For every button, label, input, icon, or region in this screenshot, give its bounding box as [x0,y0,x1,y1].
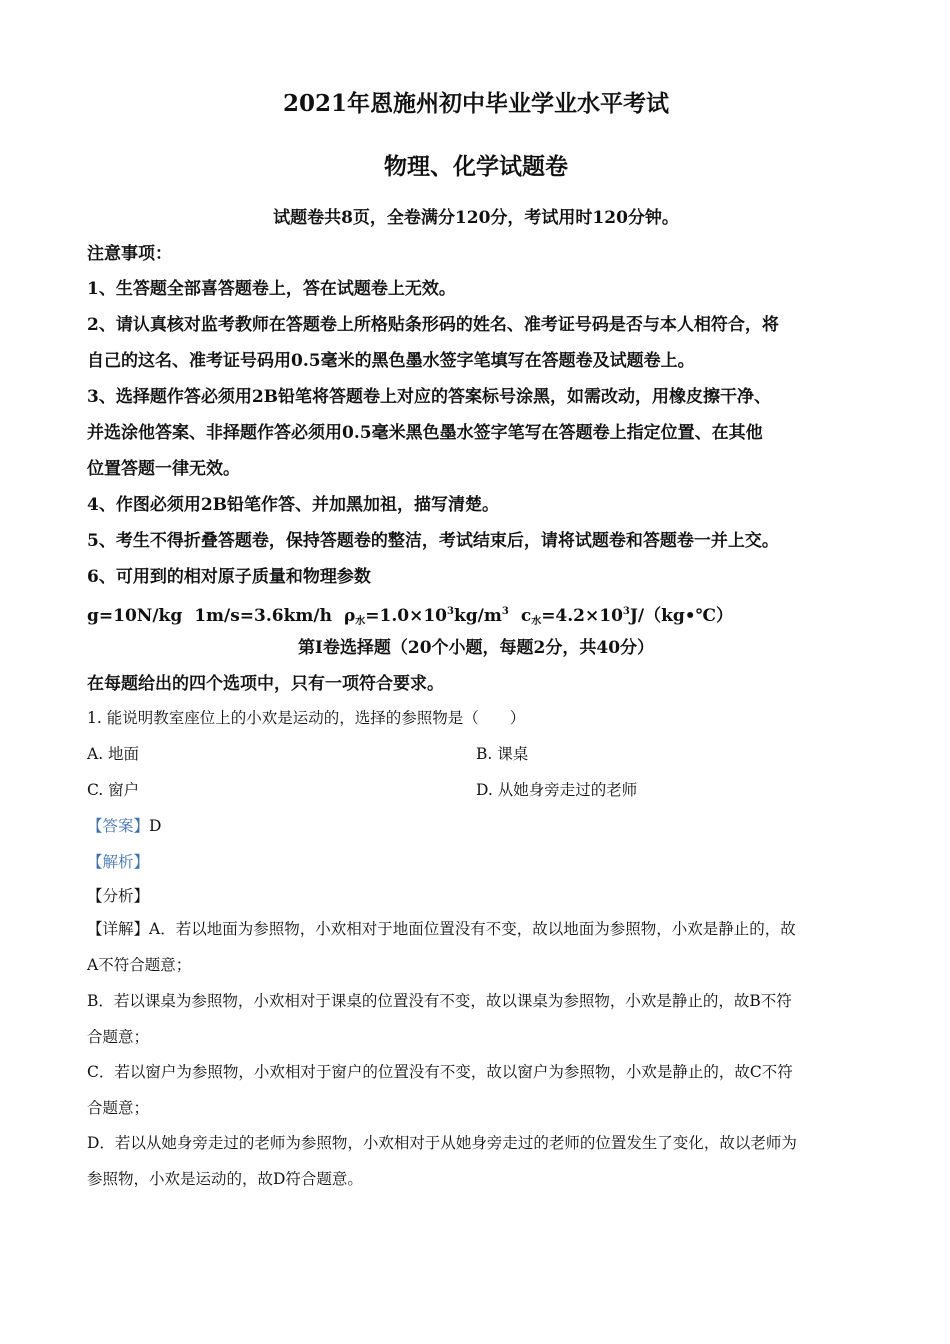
param-rho: $\rho_水=1.0\times 10^3kg/m^3$ [343,606,509,627]
exam-intro: 试题卷共8页，全卷满分120分，考试用时120分钟。 [273,208,679,228]
notice-heading: 注意事项： [87,244,172,264]
notice-line: 2、请认真核对监考教师在答题卷上所格贴条形码的姓名、准考证号码是否与本人相符合，将 [87,315,779,335]
section-instruction: 在每题给出的四个选项中，只有一项符合要求。 [87,674,444,694]
notice-line: 自己的这名、准考证号码用0.5毫米的黑色墨水签字笔填写在答题卷及试题卷上。 [87,351,695,371]
answer-label: 【答案】 [87,817,150,835]
analysis-label: 【解析】 [87,853,150,871]
option-c: C. 窗户 [87,781,140,799]
option-b: B. 课桌 [476,745,529,763]
detail-line: D．若以从她身旁走过的老师为参照物，小欢相对于从她身旁走过的老师的位置发生了变化，故以老师为 [87,1134,797,1152]
page-title: 2021年恩施州初中毕业学业水平考试 [282,90,669,117]
detail-line: 合题意； [87,1099,150,1117]
notice-line: 5、考生不得折叠答题卷，保持答题卷的整洁，考试结束后，请将试题卷和答题卷一并上交。 [87,531,779,551]
notice-line: 位置答题一律无效。 [87,459,240,479]
param-g: g=10N/kg [87,606,183,626]
answer-line [87,814,865,838]
physics-parameters [87,600,865,634]
question-stem: 1. 能说明教室座位上的小欢是运动的，选择的参照物是（ ） [87,709,526,727]
section-title: 第I卷选择题（20个小题，每题2分，共40分） [297,638,655,658]
fenxi-label: 【分析】 [87,887,150,905]
notice-line: 3、选择题作答必须用2B铅笔将答题卷上对应的答案标号涂黑，如需改动，用橡皮擦干净、 [87,387,772,407]
detail-line: 合题意； [87,1028,150,1046]
answer-value: D [149,817,162,835]
notice-line: 6、可用到的相对原子质量和物理参数 [87,567,371,587]
option-a: A. 地面 [87,745,140,763]
page-subtitle: 物理、化学试题卷 [384,153,568,180]
detail-line: 参照物，小欢是运动的，故D符合题意。 [87,1170,363,1188]
detail-line: 【详解】A．若以地面为参照物，小欢相对于地面位置没有不变，故以地面为参照物，小欢是静止的，故 [87,920,796,938]
detail-line: C．若以窗户为参照物，小欢相对于窗户的位置没有不变，故以窗户为参照物，小欢是静止的，故C不符 [87,1063,793,1081]
notice-line: 1、生答题全部喜答题卷上，答在试题卷上无效。 [87,279,456,299]
param-speed: 1m/s=3.6km/h [194,606,332,626]
option-d: D. 从她身旁走过的老师 [476,781,638,799]
detail-line: A不符合题意； [87,956,192,974]
detail-label: 【详解】 [87,920,150,938]
detail-line: B．若以课桌为参照物，小欢相对于课桌的位置没有不变，故以课桌为参照物，小欢是静止的，故B不符 [87,992,792,1010]
notice-line: 并选涂他答案、非择题作答必须用0.5毫米黑色墨水签字笔写在答题卷上指定位置、在其他 [87,423,763,443]
notice-line: 4、作图必须用2B铅笔作答、并加黑加祖，描写清楚。 [87,495,500,515]
param-c: $c_水=4.2\times 10^3J/(kg•℃)$ [520,606,734,627]
